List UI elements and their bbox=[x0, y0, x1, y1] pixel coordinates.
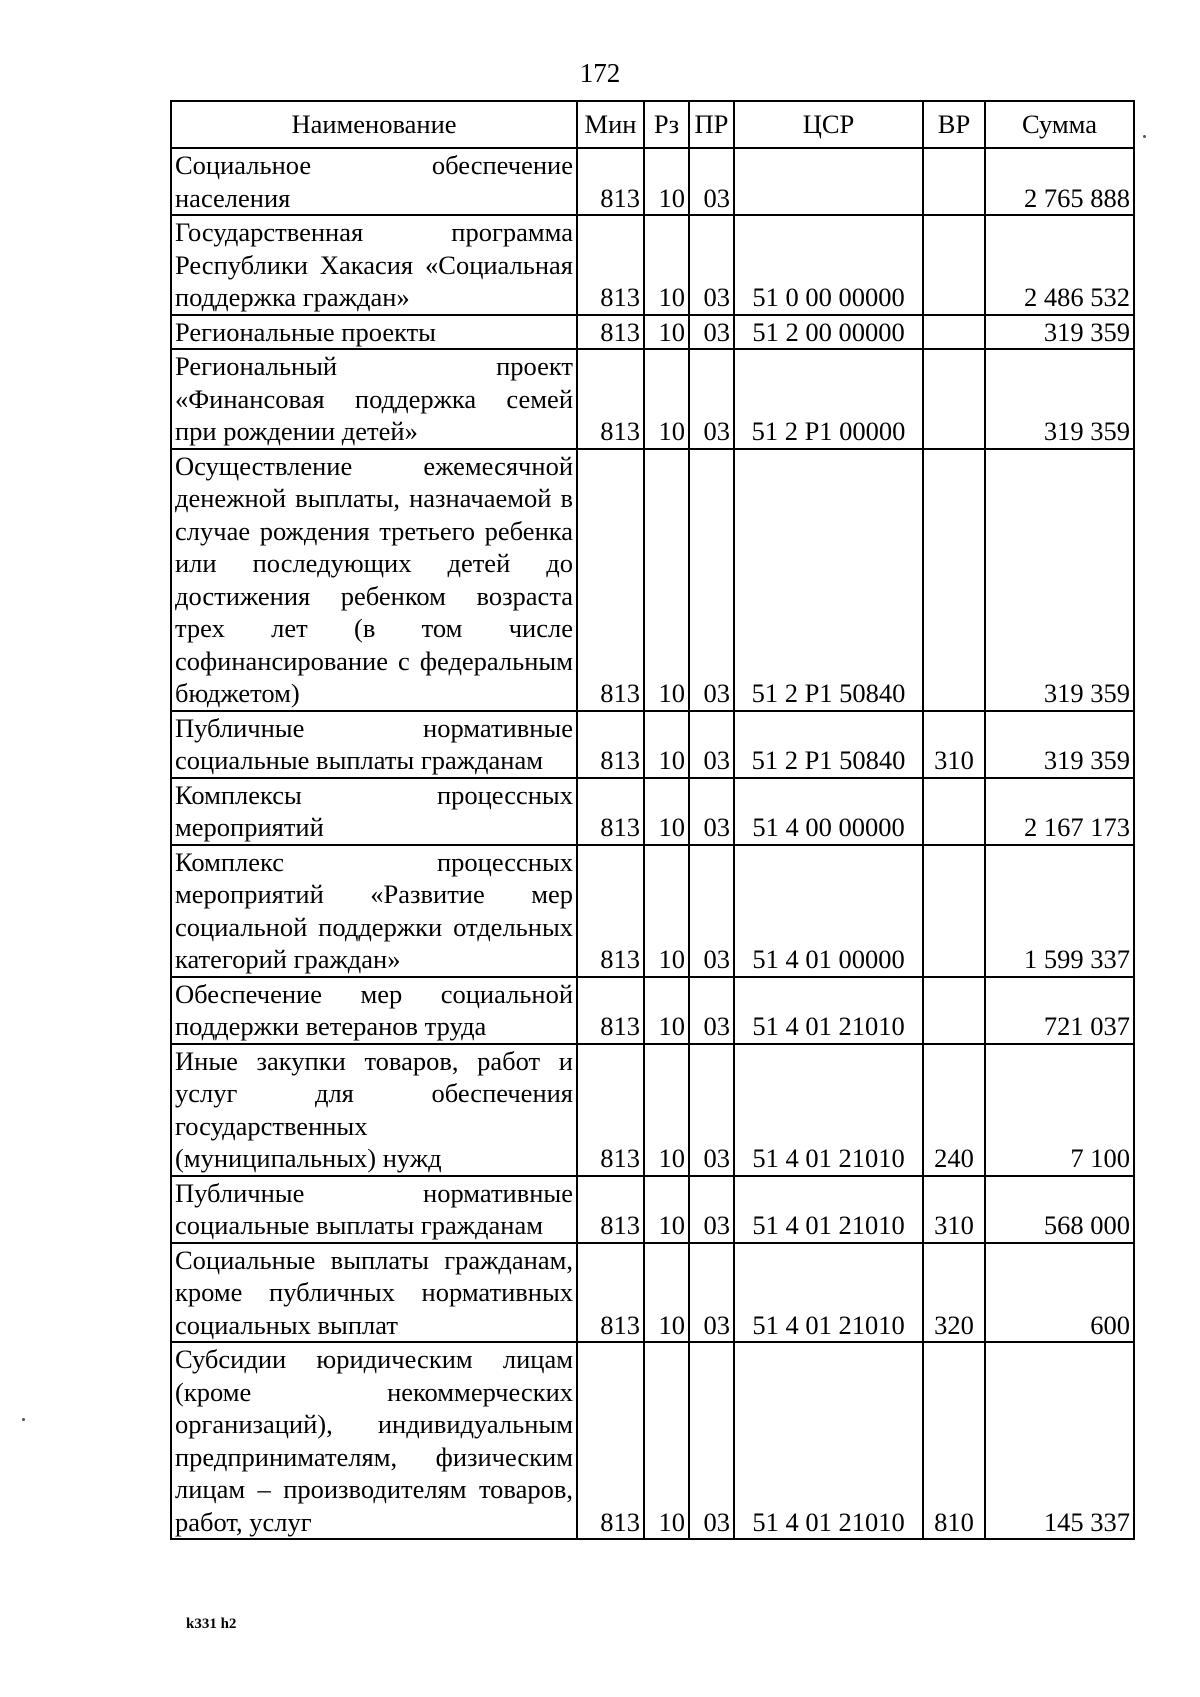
cell-csr: 51 2 P1 00000 bbox=[734, 349, 923, 449]
header-rz: Рз bbox=[644, 101, 689, 148]
cell-name: Иные закупки товаров, работ и услуг для обеспечения государственных (муниципальных) нужд bbox=[171, 1044, 577, 1176]
header-name: Наименование bbox=[171, 101, 577, 148]
scan-speck bbox=[1143, 135, 1146, 138]
page-number: 172 bbox=[579, 58, 621, 88]
table-row bbox=[171, 1044, 1134, 1176]
cell-vr: 810 bbox=[923, 1342, 985, 1539]
cell-pr: 03 bbox=[689, 977, 734, 1044]
table-row bbox=[171, 449, 1134, 711]
cell-rz: 10 bbox=[644, 1243, 689, 1343]
cell-vr bbox=[923, 148, 985, 215]
cell-csr: 51 2 00 00000 bbox=[734, 315, 923, 350]
cell-vr: 310 bbox=[923, 711, 985, 778]
header-csr: ЦСР bbox=[734, 101, 923, 148]
cell-rz: 10 bbox=[644, 845, 689, 977]
cell-vr bbox=[923, 215, 985, 315]
cell-min: 813 bbox=[577, 1044, 644, 1176]
cell-min: 813 bbox=[577, 215, 644, 315]
cell-rz: 10 bbox=[644, 1342, 689, 1539]
cell-pr: 03 bbox=[689, 315, 734, 350]
cell-csr: 51 2 P1 50840 bbox=[734, 449, 923, 711]
cell-rz: 10 bbox=[644, 449, 689, 711]
table-row bbox=[171, 148, 1134, 215]
cell-min: 813 bbox=[577, 449, 644, 711]
cell-pr: 03 bbox=[689, 1044, 734, 1176]
header-pr: ПР bbox=[689, 101, 734, 148]
cell-min: 813 bbox=[577, 711, 644, 778]
cell-vr bbox=[923, 449, 985, 711]
cell-rz: 10 bbox=[644, 778, 689, 845]
cell-csr bbox=[734, 148, 923, 215]
cell-sum: 319 359 bbox=[985, 449, 1134, 711]
cell-name: Социальные выплаты гражданам, кроме публичных нормативных социальных выплат bbox=[171, 1243, 577, 1343]
cell-csr: 51 4 01 21010 bbox=[734, 977, 923, 1044]
cell-name: Осуществление ежемесячной денежной выплаты, назначаемой в случае рождения третьего ребенка или последующих детей до достижения ребенком возраста трех лет (в том числе софинансирование с федеральным бюджетом) bbox=[171, 449, 577, 711]
header-vr: ВР bbox=[923, 101, 985, 148]
footer-code: k331 h2 bbox=[186, 1616, 237, 1632]
cell-rz: 10 bbox=[644, 1176, 689, 1243]
cell-min: 813 bbox=[577, 315, 644, 350]
cell-pr: 03 bbox=[689, 148, 734, 215]
cell-sum: 721 037 bbox=[985, 977, 1134, 1044]
scan-speck bbox=[22, 1418, 25, 1421]
cell-name: Региональные проекты bbox=[171, 315, 577, 350]
cell-vr bbox=[923, 977, 985, 1044]
cell-min: 813 bbox=[577, 1243, 644, 1343]
cell-rz: 10 bbox=[644, 349, 689, 449]
cell-min: 813 bbox=[577, 148, 644, 215]
cell-pr: 03 bbox=[689, 1342, 734, 1539]
cell-name: Субсидии юридическим лицам (кроме некоммерческих организаций), индивидуальным предпринимателям, физическим лицам – производителям товаров, работ, услуг bbox=[171, 1342, 577, 1539]
cell-vr: 310 bbox=[923, 1176, 985, 1243]
cell-sum: 319 359 bbox=[985, 315, 1134, 350]
table-row bbox=[171, 215, 1134, 315]
cell-vr: 320 bbox=[923, 1243, 985, 1343]
cell-pr: 03 bbox=[689, 845, 734, 977]
cell-sum: 2 167 173 bbox=[985, 778, 1134, 845]
table-row bbox=[171, 1176, 1134, 1243]
cell-min: 813 bbox=[577, 1176, 644, 1243]
cell-rz: 10 bbox=[644, 148, 689, 215]
cell-sum: 145 337 bbox=[985, 1342, 1134, 1539]
table-row bbox=[171, 778, 1134, 845]
cell-rz: 10 bbox=[644, 977, 689, 1044]
cell-min: 813 bbox=[577, 778, 644, 845]
cell-csr: 51 4 01 21010 bbox=[734, 1243, 923, 1343]
table-row bbox=[171, 711, 1134, 778]
cell-name: Комплексы процессных мероприятий bbox=[171, 778, 577, 845]
cell-name: Государственная программа Республики Хакасия «Социальная поддержка граждан» bbox=[171, 215, 577, 315]
cell-csr: 51 4 00 00000 bbox=[734, 778, 923, 845]
cell-sum: 319 359 bbox=[985, 349, 1134, 449]
cell-rz: 10 bbox=[644, 711, 689, 778]
cell-pr: 03 bbox=[689, 1243, 734, 1343]
table-row bbox=[171, 315, 1134, 350]
cell-sum: 2 765 888 bbox=[985, 148, 1134, 215]
cell-min: 813 bbox=[577, 1342, 644, 1539]
cell-sum: 319 359 bbox=[985, 711, 1134, 778]
budget-table bbox=[170, 100, 1135, 1540]
cell-sum: 2 486 532 bbox=[985, 215, 1134, 315]
cell-sum: 7 100 bbox=[985, 1044, 1134, 1176]
table-row bbox=[171, 845, 1134, 977]
cell-vr: 240 bbox=[923, 1044, 985, 1176]
cell-name: Комплекс процессных мероприятий «Развитие мер социальной поддержки отдельных категорий граждан» bbox=[171, 845, 577, 977]
cell-name: Региональный проект «Финансовая поддержка семей при рождении детей» bbox=[171, 349, 577, 449]
cell-sum: 568 000 bbox=[985, 1176, 1134, 1243]
cell-min: 813 bbox=[577, 349, 644, 449]
table-body bbox=[171, 148, 1134, 1539]
cell-csr: 51 2 P1 50840 bbox=[734, 711, 923, 778]
cell-pr: 03 bbox=[689, 215, 734, 315]
cell-vr bbox=[923, 778, 985, 845]
cell-sum: 600 bbox=[985, 1243, 1134, 1343]
table-row bbox=[171, 1243, 1134, 1343]
cell-csr: 51 4 01 21010 bbox=[734, 1044, 923, 1176]
header-min: Мин bbox=[577, 101, 644, 148]
header-sum: Сумма bbox=[985, 101, 1134, 148]
cell-name: Публичные нормативные социальные выплаты гражданам bbox=[171, 711, 577, 778]
cell-vr bbox=[923, 315, 985, 350]
cell-name: Обеспечение мер социальной поддержки ветеранов труда bbox=[171, 977, 577, 1044]
cell-min: 813 bbox=[577, 977, 644, 1044]
cell-csr: 51 4 01 21010 bbox=[734, 1342, 923, 1539]
cell-rz: 10 bbox=[644, 315, 689, 350]
cell-pr: 03 bbox=[689, 349, 734, 449]
cell-min: 813 bbox=[577, 845, 644, 977]
cell-pr: 03 bbox=[689, 711, 734, 778]
cell-vr bbox=[923, 349, 985, 449]
cell-name: Социальное обеспечение населения bbox=[171, 148, 577, 215]
cell-sum: 1 599 337 bbox=[985, 845, 1134, 977]
table-header-row bbox=[171, 101, 1134, 148]
table-row bbox=[171, 349, 1134, 449]
cell-pr: 03 bbox=[689, 1176, 734, 1243]
cell-name: Публичные нормативные социальные выплаты гражданам bbox=[171, 1176, 577, 1243]
cell-csr: 51 4 01 00000 bbox=[734, 845, 923, 977]
cell-rz: 10 bbox=[644, 215, 689, 315]
cell-csr: 51 0 00 00000 bbox=[734, 215, 923, 315]
table-row bbox=[171, 977, 1134, 1044]
table-row bbox=[171, 1342, 1134, 1539]
cell-csr: 51 4 01 21010 bbox=[734, 1176, 923, 1243]
cell-vr bbox=[923, 845, 985, 977]
cell-pr: 03 bbox=[689, 778, 734, 845]
cell-rz: 10 bbox=[644, 1044, 689, 1176]
cell-pr: 03 bbox=[689, 449, 734, 711]
